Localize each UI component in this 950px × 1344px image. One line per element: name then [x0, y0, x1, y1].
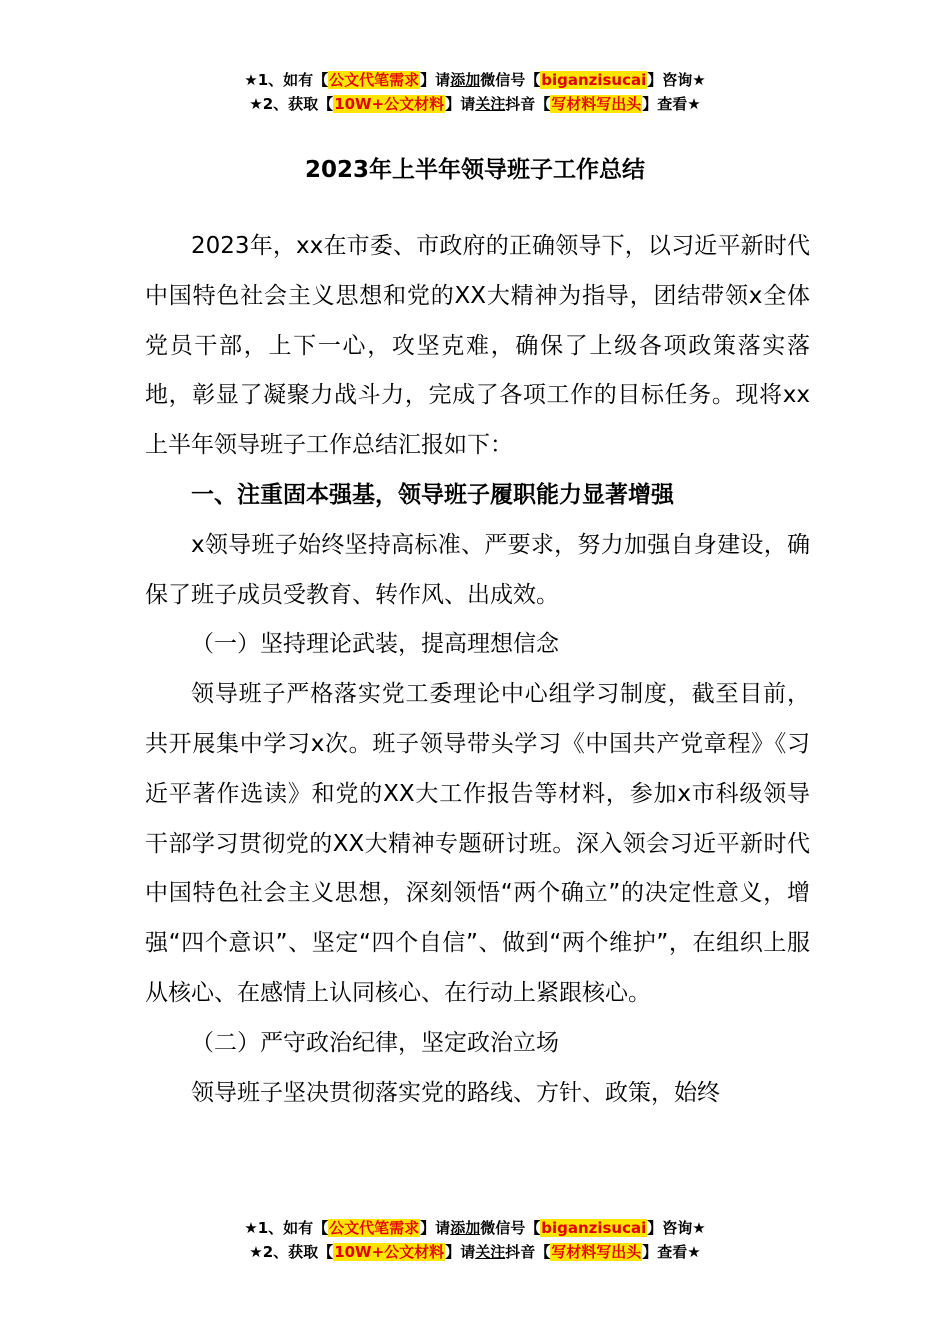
banner-text: 】咨询★: [647, 1219, 706, 1237]
document-body: [145, 222, 810, 1118]
body-paragraph: 2023年，xx在市委、市政府的正确领导下，以习近平新时代中国特色社会主义思想和党的XX大精神为指导，团结带领x全体党员干部，上下一心，攻坚克难，确保了上级各项政策落实落地，彰显了凝聚力战斗力，完成了各项工作的目标任务。现将xx上半年领导班子工作总结汇报如下：: [145, 233, 810, 459]
banner-text: 】查看★: [642, 1243, 701, 1261]
banner-line-2: [0, 1240, 950, 1264]
banner-highlight: 公文代笔需求: [329, 71, 420, 89]
banner-text: 】请: [420, 71, 451, 89]
banner-text: 微信号【: [480, 71, 541, 89]
banner-text: 抖音【: [505, 95, 551, 113]
banner-line-1: [0, 1216, 950, 1240]
document-title: 2023年上半年领导班子工作总结: [304, 157, 645, 183]
banner-line-2: [0, 92, 950, 116]
banner-highlight: 10W+公文材料: [334, 1243, 445, 1261]
footer-banner: [0, 1216, 950, 1264]
banner-text: ★2、获取【: [249, 1243, 334, 1261]
banner-highlight: 写材料写出头: [551, 1243, 642, 1261]
banner-text: 】请: [445, 95, 476, 113]
banner-highlight: biganzisucai: [541, 1219, 647, 1237]
banner-highlight: 写材料写出头: [551, 95, 642, 113]
banner-text: ★2、获取【: [249, 95, 334, 113]
section-heading: 一、注重固本强基，领导班子履职能力显著增强: [191, 481, 674, 508]
banner-text: 】请: [445, 1243, 476, 1261]
subsection-heading: （二）严守政治纪律，坚定政治立场: [191, 1029, 559, 1056]
banner-underlined-text: 添加: [450, 1219, 481, 1237]
banner-text: 】查看★: [642, 95, 701, 113]
banner-highlight: 10W+公文材料: [334, 95, 445, 113]
body-paragraph: 领导班子坚决贯彻落实党的路线、方针、政策，始终: [191, 1079, 720, 1106]
banner-highlight: 公文代笔需求: [329, 1219, 420, 1237]
banner-text: 抖音【: [505, 1243, 551, 1261]
banner-highlight: biganzisucai: [541, 71, 647, 89]
banner-text: 】咨询★: [647, 71, 706, 89]
banner-text: ★1、如有【: [244, 1219, 329, 1237]
subsection-heading: （一）坚持理论武装，提高理想信念: [191, 631, 559, 658]
banner-underlined-text: 关注: [475, 1243, 506, 1261]
banner-underlined-text: 添加: [450, 71, 481, 89]
banner-text: ★1、如有【: [244, 71, 329, 89]
banner-text: 微信号【: [480, 1219, 541, 1237]
body-paragraph: 领导班子严格落实党工委理论中心组学习制度，截至目前，共开展集中学习x次。班子领导带头学习《中国共产党章程》《习近平著作选读》和党的XX大工作报告等材料，参加x市科级领导干部学习贯彻党的XX大精神专题研讨班。深入领会习近平新时代中国特色社会主义思想，深刻领悟“两个确立”的决定性意义，增强“四个意识”、坚定“四个自信”、做到“两个维护”，在组织上服从核心、在感情上认同核心、在行动上紧跟核心。: [145, 681, 810, 1006]
banner-underlined-text: 关注: [475, 95, 506, 113]
body-paragraph: x领导班子始终坚持高标准、严要求，努力加强自身建设，确保了班子成员受教育、转作风、出成效。: [145, 531, 810, 608]
banner-text: 】请: [420, 1219, 451, 1237]
banner-line-1: [0, 68, 950, 92]
header-banner: [0, 68, 950, 116]
